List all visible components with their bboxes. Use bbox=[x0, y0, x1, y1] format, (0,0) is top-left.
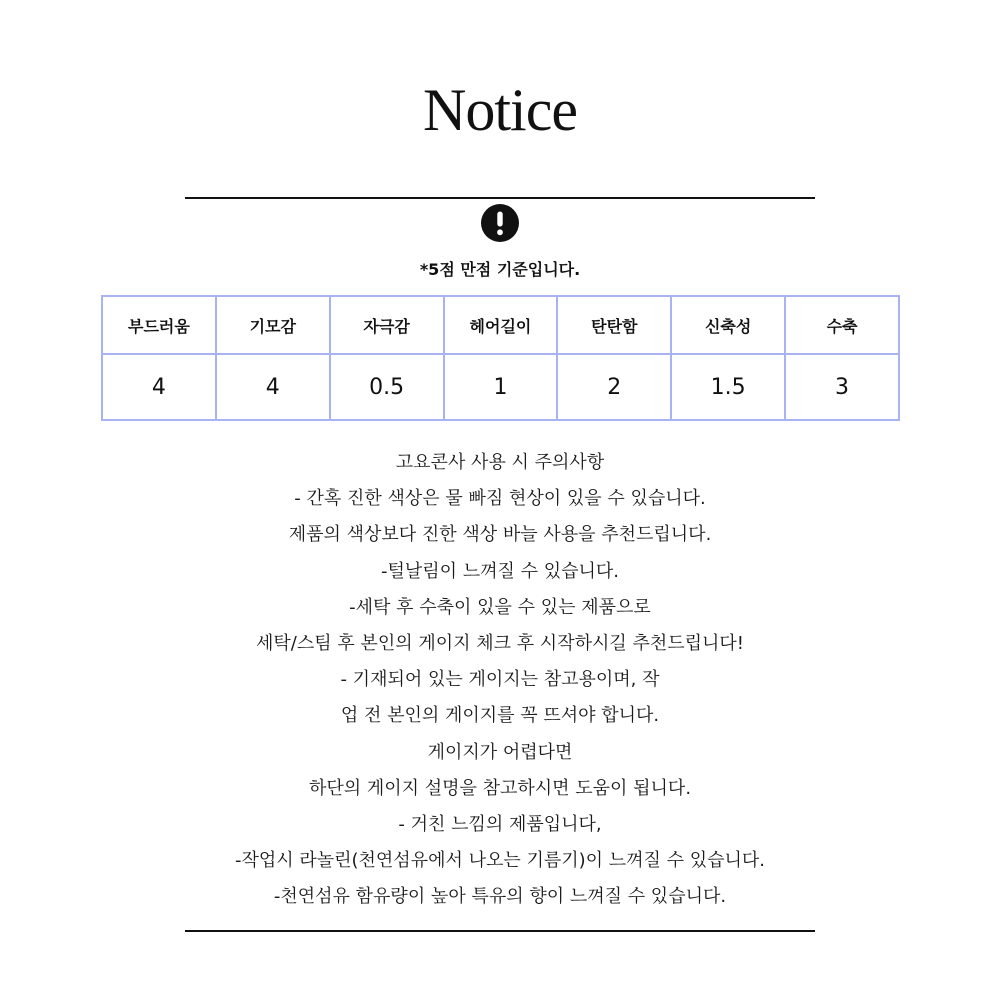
bottom-divider bbox=[185, 930, 815, 932]
header-cell-irritation: 자극감 bbox=[330, 296, 444, 354]
note-line: -털날림이 느껴질 수 있습니다. bbox=[380, 560, 620, 582]
caution-notes bbox=[0, 445, 1000, 916]
header-cell-fuzziness: 기모감 bbox=[216, 296, 330, 354]
header-cell-elasticity: 신축성 bbox=[671, 296, 785, 354]
note-line: 제품의 색상보다 진한 색상 바늘 사용을 추천드립니다. bbox=[288, 524, 712, 546]
notes-heading: 고요콘사 사용 시 주의사항 bbox=[395, 452, 605, 473]
table-value-row bbox=[102, 354, 899, 420]
value-cell-softness: 4 bbox=[102, 354, 216, 420]
value-cell-fuzziness: 4 bbox=[216, 354, 330, 420]
header-cell-hair-length: 헤어길이 bbox=[444, 296, 558, 354]
note-line: -천연섬유 함유량이 높아 특유의 향이 느껴질 수 있습니다. bbox=[273, 886, 727, 908]
gauge-rating-table bbox=[101, 295, 900, 421]
note-line: 게이지가 어렵다면 bbox=[427, 741, 573, 763]
note-line: -작업시 라놀린(천연섬유에서 나오는 기름기)이 느껴질 수 있습니다. bbox=[234, 850, 766, 872]
value-cell-shrinkage: 3 bbox=[785, 354, 899, 420]
note-line: - 간혹 진한 색상은 물 빠짐 현상이 있을 수 있습니다. bbox=[294, 488, 706, 510]
note-line: - 기재되어 있는 게이지는 참고용이며, 작 bbox=[340, 669, 660, 691]
header-cell-shrinkage: 수축 bbox=[785, 296, 899, 354]
top-divider bbox=[185, 197, 815, 199]
exclamation-circle-icon bbox=[481, 204, 519, 242]
note-line: 업 전 본인의 게이지를 꼭 뜨셔야 합니다. bbox=[340, 705, 660, 727]
note-line: 하단의 게이지 설명을 참고하시면 도움이 됩니다. bbox=[308, 777, 692, 799]
value-cell-irritation: 0.5 bbox=[330, 354, 444, 420]
page-title: Notice bbox=[423, 77, 577, 143]
note-line: 세탁/스팀 후 본인의 게이지 체크 후 시작하시길 추천드립니다! bbox=[255, 633, 745, 655]
note-line: - 거친 느낌의 제품입니다, bbox=[398, 814, 602, 836]
rating-basis-note: *5점 만점 기준입니다. bbox=[419, 260, 581, 279]
header-cell-firmness: 탄탄함 bbox=[557, 296, 671, 354]
value-cell-elasticity: 1.5 bbox=[671, 354, 785, 420]
header-cell-softness: 부드러움 bbox=[102, 296, 216, 354]
table-header-row bbox=[102, 296, 899, 354]
value-cell-firmness: 2 bbox=[557, 354, 671, 420]
value-cell-hair-length: 1 bbox=[444, 354, 558, 420]
note-line: -세탁 후 수축이 있을 수 있는 제품으로 bbox=[349, 596, 651, 618]
